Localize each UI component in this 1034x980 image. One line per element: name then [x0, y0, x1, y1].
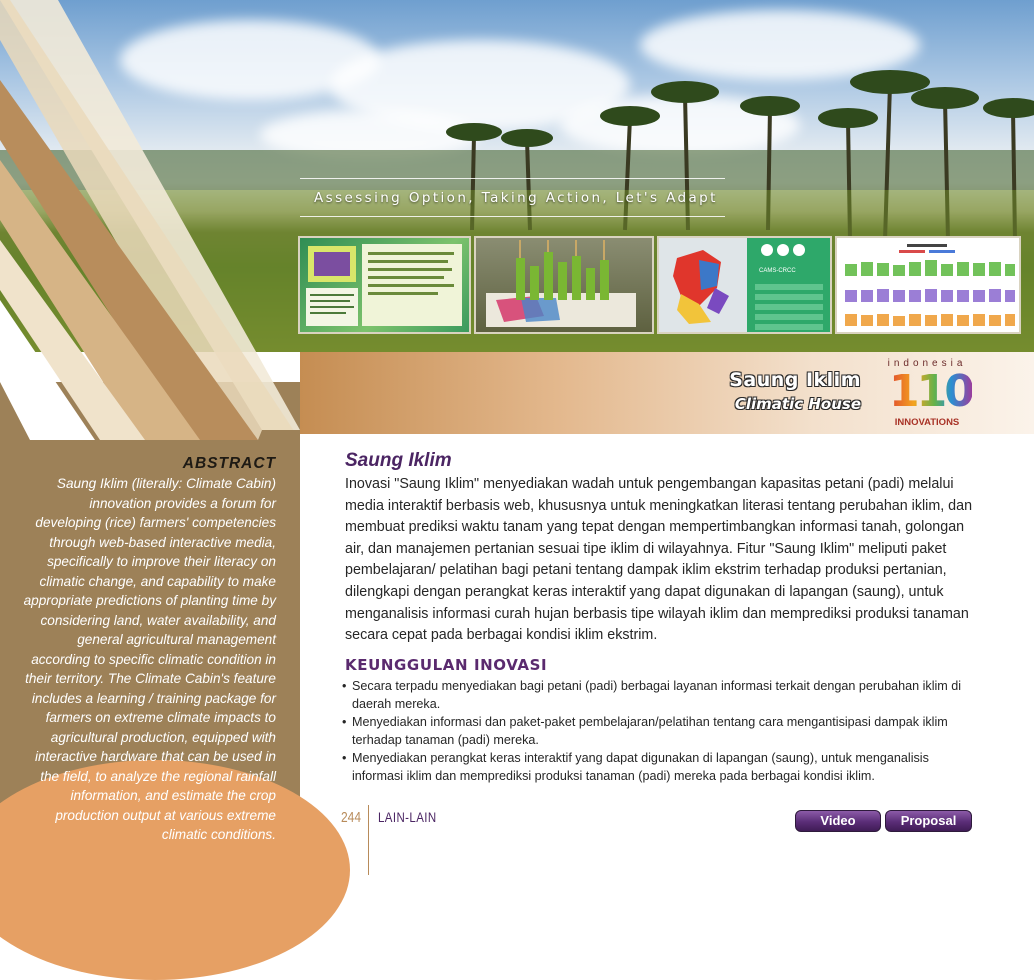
main-description: Inovasi "Saung Iklim" menyediakan wadah untuk pengembangan kapasitas petani (padi) melalui media interaktif berbasis web, khususnya untuk meningkatkan literasi tentang perubahan iklim, dan membuat prediksi waktu tanam yang tepat dengan mempertimbangkan informasi tanah, golongan air, dan manajemen pertanian sesuai tipe iklim di wilayahnya. Fitur "Saung Iklim" meliputi paket pembelajaran/ pelatihan bagi petani tentang dampak iklim ekstrim terhadap produksi pertanian, dilengkapi dengan perangkat keras interaktif yang dapat digunakan di lapangan (saung), untuk menganalisis informasi curah hujan berbasis tipe wilayah iklim dan memprediksi produksi tanaman secara cepat pada berbagai kondisi iklim ekstrim. [345, 476, 973, 644]
thumbnail-bar-charts [835, 236, 1021, 334]
abstract-text: Saung Iklim (literally: Climate Cabin) innovation provides a forum for developing (rice) farmers' competencies through web-based interactive media, specifically to improve their literacy on climatic change, and capability to make appropriate predictions of planting time by considering land, water availability, and general agricultural management according to specific climatic condition in their territory. The Climate Cabin's feature includes a learning / training package for farmers on extreme climate impacts to agricultural production, equipped with interactive hardware that can be used in the field, to analyze the regional rainfall information, and estimate the crop production output at various extreme climatic conditions. [23, 476, 276, 842]
tagline-rule-top [300, 178, 725, 179]
logo-country: indonesia [887, 358, 967, 369]
advantage-item-3: • Menyediakan perangkat keras interaktif yang dapat digunakan di lapangan (saung), untuk menganalisis informasi iklim dan memprediksi produksi tanaman (padi) mereka pada berbagai kondisi iklim. [342, 749, 982, 785]
tagline-rule-bottom [300, 216, 725, 217]
video-button[interactable]: Video [795, 810, 881, 832]
footer-divider [368, 805, 369, 875]
indonesia-110-innovations-logo [883, 358, 971, 430]
advantage-item-1: • Secara terpadu menyediakan bagi petani (padi) berbagai layanan informasi terkait dengan perubahan iklim di daerah mereka. [342, 677, 982, 713]
proposal-button[interactable]: Proposal [885, 810, 972, 832]
section-name: LAIN-LAIN [378, 809, 437, 825]
thumbnail-learning-package [298, 236, 471, 334]
innovation-subtitle: Climatic House [734, 395, 861, 413]
map-panel-title: CAMS-CRCC [759, 268, 796, 274]
page-number: 244 [341, 809, 362, 826]
innovation-title: Saung Iklim [729, 369, 861, 391]
abstract-heading: ABSTRACT [182, 455, 276, 472]
advantage-item-2: • Menyediakan informasi dan paket-paket pembelajaran/pelatihan tentang cara mengantisipasi dampak iklim terhadap tanaman (padi) mereka. [342, 713, 982, 749]
thumbnail-climate-map [657, 236, 832, 334]
thumbnail-interactive-hardware [474, 236, 654, 334]
decorative-diagonal-bands [0, 0, 320, 440]
logo-number: 110 [889, 366, 972, 417]
advantages-heading: KEUNGGULAN INOVASI [345, 656, 548, 674]
advantages-list [342, 677, 982, 785]
logo-caption: INNOVATIONS [894, 417, 960, 428]
main-title: Saung Iklim [345, 450, 452, 471]
header-tagline: Assessing Option, Taking Action, Let's Adapt [314, 190, 718, 206]
